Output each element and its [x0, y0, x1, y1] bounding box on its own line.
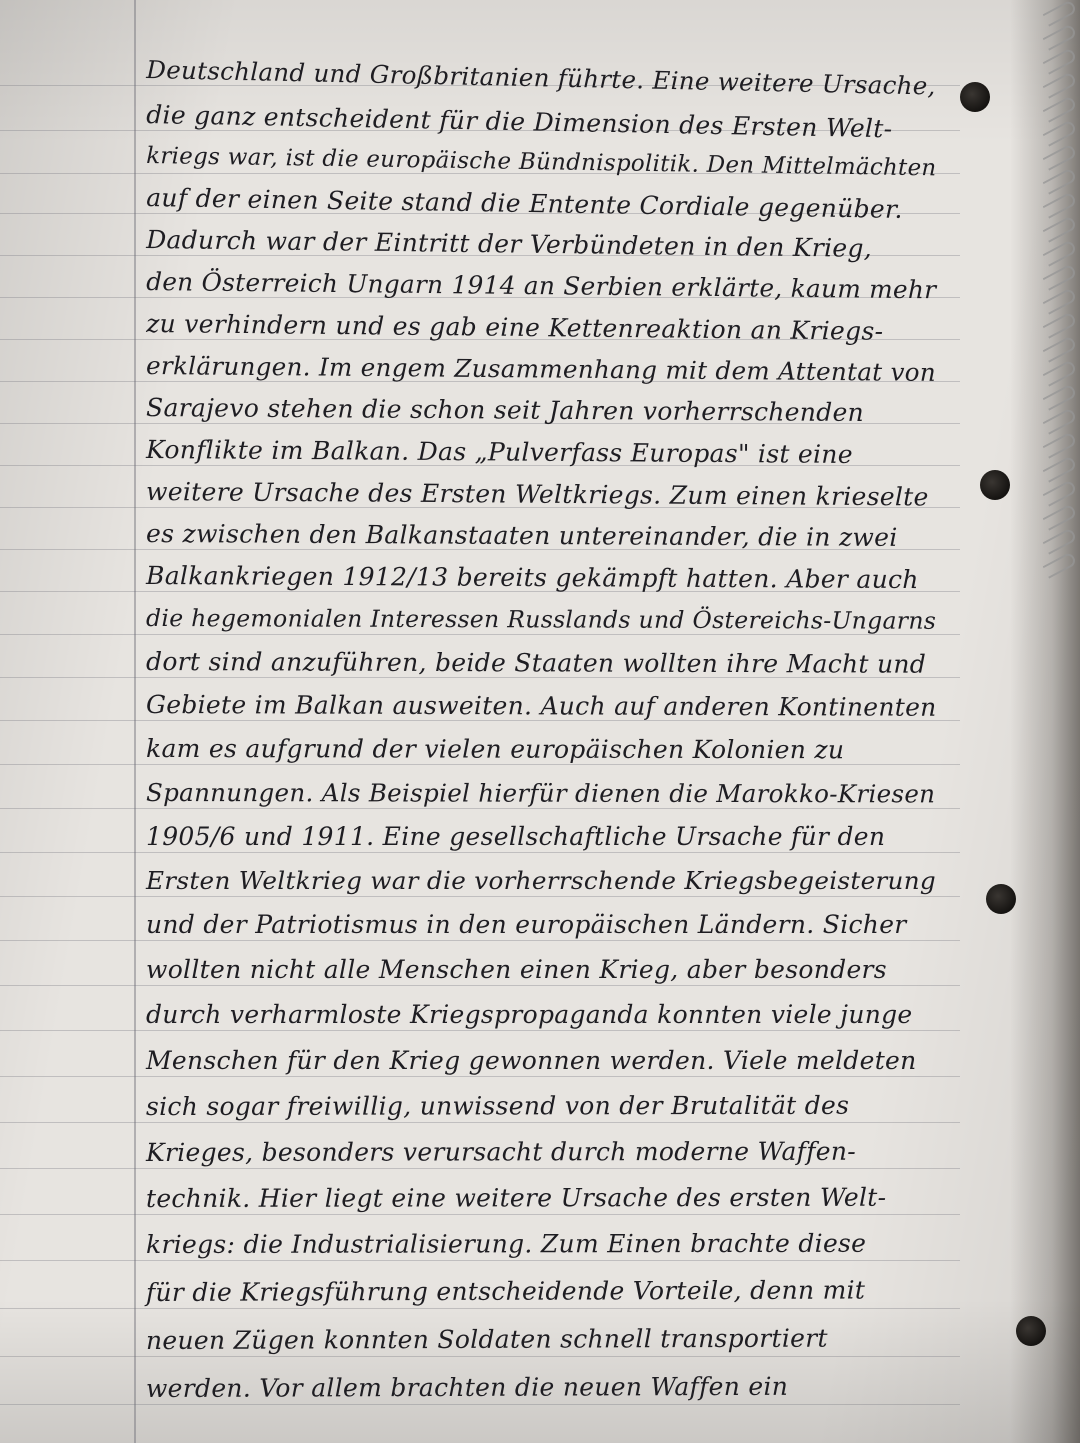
ruled-line	[0, 940, 960, 941]
text-line: werden. Vor allem brachten die neuen Waffen ein	[145, 1371, 789, 1403]
spiral-coil	[1043, 287, 1078, 314]
text-line: und der Patriotismus in den europäischen Ländern. Sicher	[146, 910, 907, 939]
text-line: Konflikte im Balkan. Das „Pulverfass Europas" ist eine	[146, 435, 853, 469]
punch-hole	[1016, 1316, 1046, 1346]
text-line: durch verharmloste Kriegspropaganda konnten viele junge	[146, 1000, 913, 1029]
text-line: es zwischen den Balkanstaaten untereinander, die in zwei	[146, 519, 898, 552]
spiral-coil	[1043, 119, 1078, 146]
text-line: zu verhindern und es gab eine Kettenreaktion an Kriegs-	[146, 309, 884, 346]
ruled-line	[0, 1308, 960, 1309]
spiral-coil	[1043, 143, 1078, 170]
text-line: Balkankriegen 1912/13 bereits gekämpft hatten. Aber auch	[146, 561, 919, 595]
text-line: technik. Hier liegt eine weitere Ursache des ersten Welt-	[145, 1182, 887, 1213]
spiral-coil	[1043, 167, 1078, 194]
ruled-line	[0, 896, 960, 897]
spiral-coil	[1043, 215, 1078, 242]
spiral-coil	[1043, 431, 1078, 458]
text-line: Krieges, besonders verursacht durch moderne Waffen-	[145, 1136, 857, 1167]
spiral-coil	[1043, 551, 1078, 578]
ruled-line	[0, 1122, 960, 1123]
punch-hole	[986, 884, 1016, 914]
text-line: Gebiete im Balkan ausweiten. Auch auf anderen Kontinenten	[146, 690, 937, 722]
spiral-coil	[1043, 479, 1078, 506]
spiral-coil	[1043, 383, 1078, 410]
text-line: wollten nicht alle Menschen einen Krieg, aber besonders	[146, 955, 887, 984]
spiral-coil	[1043, 23, 1078, 50]
text-line: Deutschland und Großbritanien führte. Eine weitere Ursache,	[146, 55, 936, 101]
ruled-line	[0, 852, 960, 853]
text-line: kriegs: die Industrialisierung. Zum Einen brachte diese	[145, 1228, 867, 1259]
spiral-coil	[1043, 71, 1078, 98]
ruled-line	[0, 1356, 960, 1357]
text-line: die ganz entscheident für die Dimension des Ersten Welt-	[146, 100, 893, 144]
text-line: Spannungen. Als Beispiel hierfür dienen die Marokko-Kriesen	[146, 778, 936, 809]
spiral-coil	[1043, 191, 1078, 218]
ruled-line	[0, 1404, 960, 1405]
spiral-coil	[1043, 407, 1078, 434]
spiral-coil	[1043, 335, 1078, 362]
spiral-coil	[1043, 0, 1078, 27]
text-line: Menschen für den Krieg gewonnen werden. Viele meldeten	[146, 1046, 917, 1075]
ruled-line	[0, 1214, 960, 1215]
spiral-coil	[1043, 359, 1078, 386]
text-line: Dadurch war der Eintritt der Verbündeten in den Krieg,	[146, 225, 873, 263]
text-line: erklärungen. Im engem Zusammenhang mit dem Attentat von	[146, 351, 937, 387]
ruled-line	[0, 1030, 960, 1031]
text-line: kam es aufgrund der vielen europäischen Kolonien zu	[146, 734, 845, 765]
text-line: kriegs war, ist die europäische Bündnispolitik. Den Mittelmächten	[146, 143, 937, 182]
ruled-line	[0, 1168, 960, 1169]
text-line: weitere Ursache des Ersten Weltkriegs. Zum einen krieselte	[146, 477, 929, 512]
text-line: 1905/6 und 1911. Eine gesellschaftliche Ursache für den	[146, 822, 886, 851]
margin-line	[134, 0, 136, 1443]
ruled-line	[0, 1076, 960, 1077]
spiral-coil	[1043, 263, 1078, 290]
text-line: für die Kriegsführung entscheidende Vorteile, denn mit	[145, 1275, 866, 1307]
text-line: auf der einen Seite stand die Entente Cordiale gegenüber.	[146, 183, 903, 224]
text-line: Sarajevo stehen die schon seit Jahren vorherrschenden	[146, 393, 865, 428]
text-line: dort sind anzuführen, beide Staaten wollten ihre Macht und	[146, 647, 927, 679]
spiral-coil	[1043, 95, 1078, 122]
ruled-line	[0, 985, 960, 986]
spiral-coil	[1043, 311, 1078, 338]
text-line: Ersten Weltkrieg war die vorherrschende Kriegsbegeisterung	[146, 866, 936, 895]
punch-hole	[960, 82, 990, 112]
text-line: sich sogar freiwillig, unwissend von der Brutalität des	[145, 1090, 850, 1121]
text-line: den Österreich Ungarn 1914 an Serbien erklärte, kaum mehr	[146, 267, 937, 305]
spiral-binding	[1010, 0, 1080, 1443]
spiral-coil	[1043, 47, 1078, 74]
ruled-line	[0, 1260, 960, 1261]
spiral-coil	[1043, 503, 1078, 530]
spiral-coil	[1043, 455, 1078, 482]
spiral-coil	[1043, 239, 1078, 266]
text-line: neuen Zügen konnten Soldaten schnell transportiert	[145, 1323, 828, 1355]
punch-hole	[980, 470, 1010, 500]
text-line: die hegemonialen Interessen Russlands und Östereichs-Ungarns	[146, 604, 937, 635]
spiral-coil	[1043, 527, 1078, 554]
